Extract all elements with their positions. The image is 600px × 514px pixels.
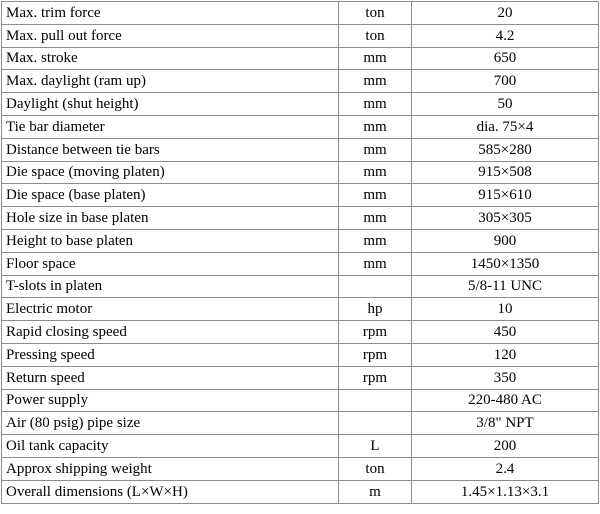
value-cell: 585×280 <box>412 138 599 161</box>
table-row <box>2 412 599 435</box>
table-row <box>2 435 599 458</box>
value-cell: 120 <box>412 343 599 366</box>
unit-cell <box>339 275 412 298</box>
unit-cell: mm <box>339 184 412 207</box>
unit-cell: L <box>339 435 412 458</box>
table-row <box>2 275 599 298</box>
parameter-cell: Overall dimensions (L×W×H) <box>2 480 339 503</box>
parameter-cell: Die space (moving platen) <box>2 161 339 184</box>
unit-cell: mm <box>339 252 412 275</box>
unit-cell: m <box>339 480 412 503</box>
value-cell: 4.2 <box>412 24 599 47</box>
parameter-cell: Pressing speed <box>2 343 339 366</box>
parameter-cell: Tie bar diameter <box>2 115 339 138</box>
value-cell: 20 <box>412 2 599 25</box>
unit-cell <box>339 389 412 412</box>
parameter-cell: Daylight (shut height) <box>2 93 339 116</box>
table-row <box>2 2 599 25</box>
value-cell: 50 <box>412 93 599 116</box>
unit-cell: rpm <box>339 343 412 366</box>
parameter-cell: Floor space <box>2 252 339 275</box>
value-cell: 900 <box>412 229 599 252</box>
unit-cell: ton <box>339 2 412 25</box>
value-cell: 650 <box>412 47 599 70</box>
parameter-cell: T-slots in platen <box>2 275 339 298</box>
value-cell: dia. 75×4 <box>412 115 599 138</box>
parameter-cell: Oil tank capacity <box>2 435 339 458</box>
parameter-cell: Height to base platen <box>2 229 339 252</box>
table-row <box>2 480 599 503</box>
table-row <box>2 207 599 230</box>
table-row <box>2 161 599 184</box>
parameter-cell: Die space (base platen) <box>2 184 339 207</box>
value-cell: 10 <box>412 298 599 321</box>
table-row <box>2 252 599 275</box>
unit-cell: rpm <box>339 321 412 344</box>
table-row <box>2 343 599 366</box>
value-cell: 2.4 <box>412 457 599 480</box>
unit-cell: mm <box>339 161 412 184</box>
unit-cell: mm <box>339 207 412 230</box>
value-cell: 200 <box>412 435 599 458</box>
value-cell: 220-480 AC <box>412 389 599 412</box>
unit-cell: ton <box>339 457 412 480</box>
table-row <box>2 457 599 480</box>
parameter-cell: Rapid closing speed <box>2 321 339 344</box>
value-cell: 5/8-11 UNC <box>412 275 599 298</box>
value-cell: 305×305 <box>412 207 599 230</box>
table-row <box>2 366 599 389</box>
table-row <box>2 184 599 207</box>
parameter-cell: Air (80 psig) pipe size <box>2 412 339 435</box>
table-row <box>2 138 599 161</box>
unit-cell: mm <box>339 229 412 252</box>
unit-cell: mm <box>339 115 412 138</box>
value-cell: 1.45×1.13×3.1 <box>412 480 599 503</box>
table-row <box>2 70 599 93</box>
parameter-cell: Distance between tie bars <box>2 138 339 161</box>
unit-cell: mm <box>339 138 412 161</box>
parameter-cell: Return speed <box>2 366 339 389</box>
parameter-cell: Max. trim force <box>2 2 339 25</box>
value-cell: 700 <box>412 70 599 93</box>
table-row <box>2 24 599 47</box>
table-row <box>2 389 599 412</box>
value-cell: 915×508 <box>412 161 599 184</box>
value-cell: 350 <box>412 366 599 389</box>
specifications-table-body <box>2 2 599 504</box>
parameter-cell: Max. pull out force <box>2 24 339 47</box>
specifications-table <box>1 1 599 504</box>
parameter-cell: Hole size in base platen <box>2 207 339 230</box>
parameter-cell: Electric motor <box>2 298 339 321</box>
value-cell: 915×610 <box>412 184 599 207</box>
table-row <box>2 321 599 344</box>
value-cell: 3/8" NPT <box>412 412 599 435</box>
unit-cell: mm <box>339 93 412 116</box>
value-cell: 450 <box>412 321 599 344</box>
unit-cell: hp <box>339 298 412 321</box>
parameter-cell: Power supply <box>2 389 339 412</box>
parameter-cell: Approx shipping weight <box>2 457 339 480</box>
parameter-cell: Max. stroke <box>2 47 339 70</box>
table-row <box>2 298 599 321</box>
unit-cell: rpm <box>339 366 412 389</box>
table-row <box>2 115 599 138</box>
table-row <box>2 229 599 252</box>
table-row <box>2 93 599 116</box>
table-row <box>2 47 599 70</box>
unit-cell: ton <box>339 24 412 47</box>
unit-cell <box>339 412 412 435</box>
parameter-cell: Max. daylight (ram up) <box>2 70 339 93</box>
value-cell: 1450×1350 <box>412 252 599 275</box>
unit-cell: mm <box>339 47 412 70</box>
unit-cell: mm <box>339 70 412 93</box>
